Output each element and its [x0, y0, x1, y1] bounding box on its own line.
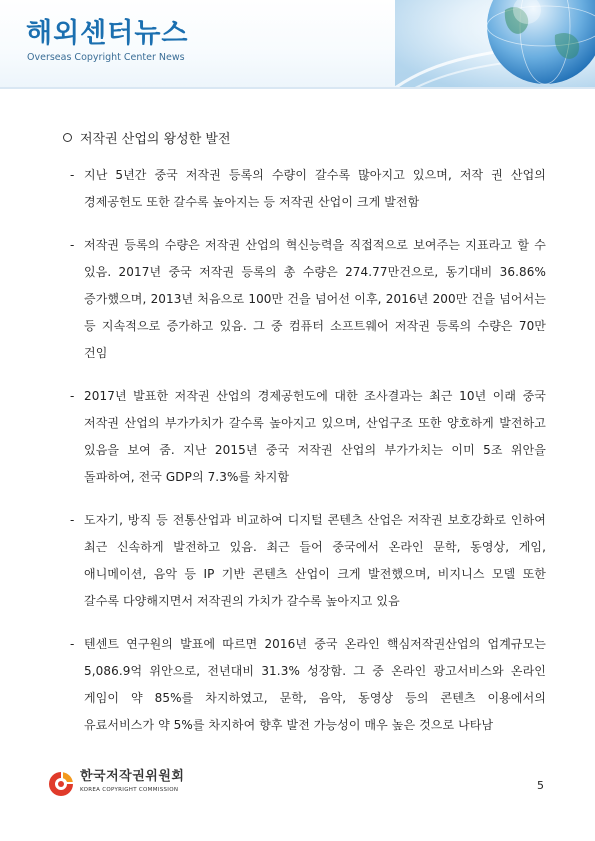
header-title: 해외센터뉴스 [26, 18, 189, 49]
bullet-list [70, 162, 546, 755]
dash-marker: - [70, 389, 75, 403]
list-item-text: 도자기, 방직 등 전통산업과 비교하여 디지털 콘텐츠 산업은 저작권 보호강화로 인하여 최근 신속하게 발전하고 있음. 최근 들어 중국에서 온라인 문학, 동영상, 게임, 애니메이션, 음악 등 IP 기반 콘텐츠 산업이 크게 발전했으며, 비지니스 모델 또한 갈수록 다양해지면서 저작권의 가치가 갈수록 높아지고 있음 [84, 513, 546, 608]
copyright-commission-logo-icon [46, 769, 76, 799]
dash-marker: - [70, 168, 75, 182]
list-item [70, 631, 546, 739]
org-name-korean: 한국저작권위원회 [80, 769, 185, 784]
footer-logo [46, 767, 236, 799]
dash-marker: - [70, 238, 75, 252]
circle-bullet-icon [63, 133, 72, 142]
list-item-text: 저작권 등록의 수량은 저작권 산업의 혁신능력을 직접적으로 보여주는 지표라고 할 수 있음. 2017년 중국 저작권 등록의 총 수량은 274.77만건으로, 동기대비 36.86% 증가했으며, 2013년 처음으로 100만 건을 넘어선 이후, 2016년 200만 건을 넘어서는 등 지속적으로 증가하고 있음. 그 중 컴퓨터 소프트웨어 저작권 등록의 수량은 70만 건임 [84, 238, 546, 360]
header-divider [0, 87, 595, 89]
list-item [70, 232, 546, 367]
list-item [70, 162, 546, 216]
list-item [70, 383, 546, 491]
page-header [0, 0, 595, 88]
section-heading-text: 저작권 산업의 왕성한 발전 [80, 132, 231, 147]
list-item-text: 지난 5년간 중국 저작권 등록의 수량이 갈수록 많아지고 있으며, 저작 권 산업의 경제공헌도 또한 갈수록 높아지는 등 저작권 산업이 크게 발전함 [84, 168, 546, 209]
list-item [70, 507, 546, 615]
globe-graphic-icon [395, 0, 595, 88]
dash-marker: - [70, 637, 75, 651]
page-number: 5 [537, 779, 544, 792]
dash-marker: - [70, 513, 75, 527]
org-name-english: KOREA COPYRIGHT COMMISSION [80, 787, 179, 793]
section-heading [63, 131, 231, 149]
header-subtitle: Overseas Copyright Center News [27, 52, 185, 63]
list-item-text: 2017년 발표한 저작권 산업의 경제공헌도에 대한 조사결과는 최근 10년 이래 중국 저작권 산업의 부가가치가 갈수록 높아지고 있으며, 산업구조 또한 양호하게 발전하고 있음을 보여 줌. 지난 2015년 중국 저작권 산업의 부가가치는 이미 5조 위안을 돌파하여, 전국 GDP의 7.3%를 차지함 [84, 389, 546, 484]
list-item-text: 텐센트 연구원의 발표에 따르면 2016년 중국 온라인 핵심저작권산업의 업계규모는 5,086.9억 위안으로, 전년대비 31.3% 성장함. 그 중 온라인 광고서비스와 온라인 게임이 약 85%를 차지하였고, 문학, 음악, 동영상 등의 콘텐츠 이용에서의 유료서비스가 약 5%를 차지하여 향후 발전 가능성이 매우 높은 것으로 나타남 [84, 637, 546, 732]
